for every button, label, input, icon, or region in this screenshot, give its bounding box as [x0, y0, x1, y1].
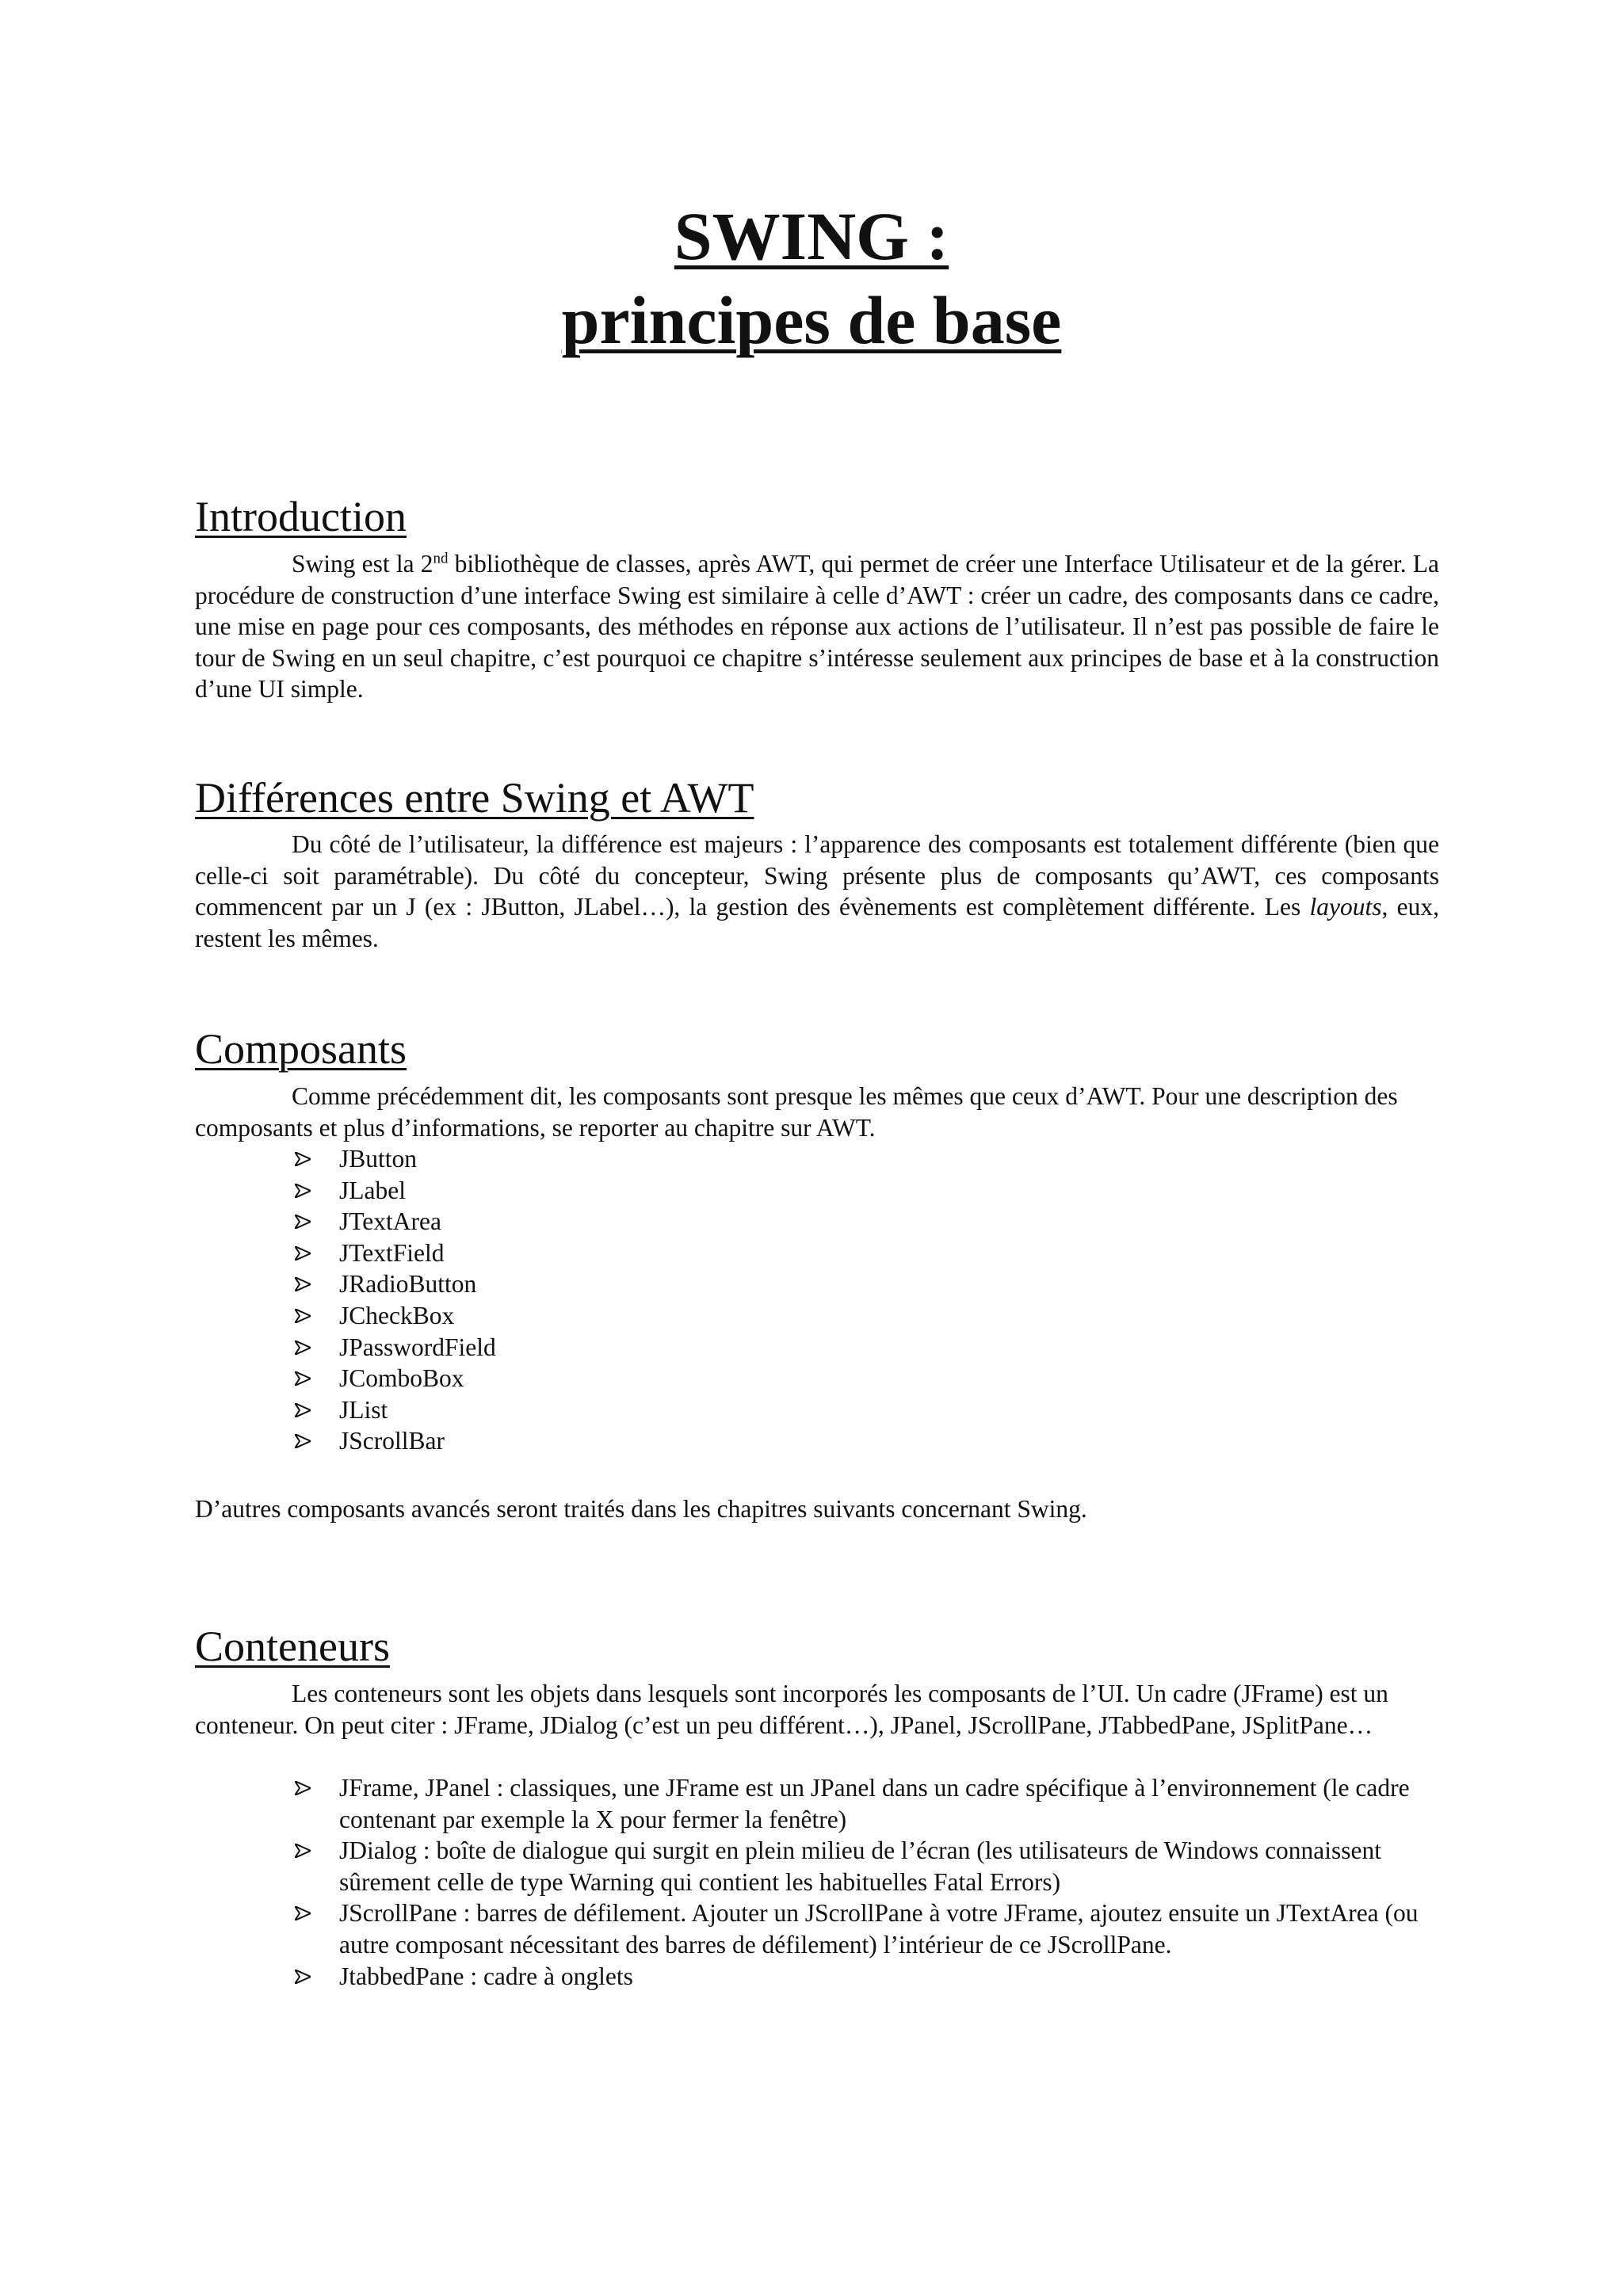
conteneur-list-item	[290, 1772, 1433, 1835]
composants-note: D’autres composants avancés seront traités dans les chapitres suivants concernant Swing.	[195, 1495, 1087, 1523]
arrowhead-bullet-icon	[295, 1341, 311, 1355]
introduction-superscript: nd	[433, 550, 449, 567]
composant-list-item-text: JPasswordField	[339, 1333, 496, 1361]
composants-paragraph: Comme précédemment dit, les composants sont presque les mêmes que ceux d’AWT. Pour une description des composants et plus d’informations, se reporter au chapitre sur AWT.	[195, 1082, 1398, 1142]
document-title-line-2: principes de base	[561, 282, 1062, 358]
composant-list-item	[290, 1363, 496, 1394]
introduction-text-b: bibliothèque de classes, après AWT, qui permet de créer une Interface Utilisateur et de la gérer. La procédure de construction d’une interface Swing est similaire à celle d’AWT : créer un cadre, des composants dans ce cadre, une mise en page pour ces composants, des méthodes en réponse aux actions de l’utilisateur. Il n’est pas possible de faire le tour de Swing en un seul chapitre, c’est pourquoi ce chapitre s’intéresse seulement aux principes de base et à la construction d’une UI simple.	[195, 550, 1439, 704]
conteneur-list-item-text: JScrollPane : barres de défilement. Ajouter un JScrollPane à votre JFrame, ajoutez ensuite un JTextArea (ou autre composant nécessitant des barres de défilement) l’intérieur de ce JScrollPane.	[339, 1899, 1419, 1958]
document-title-line-1: SWING :	[674, 198, 949, 274]
conteneurs-paragraph: Les conteneurs sont les objets dans lesquels sont incorporés les composants de l’UI. Un cadre (JFrame) est un conteneur. On peut citer : JFrame, JDialog (c’est un peu différent…), JPanel, JScrollPane, JTabbedPane, JSplitPane…	[195, 1680, 1388, 1739]
composant-list-item	[290, 1143, 496, 1175]
differences-paragraph	[195, 829, 1439, 954]
arrowhead-bullet-icon	[295, 1906, 311, 1920]
heading-differences: Différences entre Swing et AWT	[195, 774, 754, 822]
arrowhead-bullet-icon	[295, 1152, 311, 1166]
introduction-paragraph	[195, 548, 1439, 705]
composant-list-item-text: JList	[339, 1395, 388, 1424]
composant-list-item-text: JButton	[339, 1145, 418, 1173]
composant-list-item-text: JTextArea	[339, 1207, 441, 1236]
composants-list	[290, 1143, 496, 1457]
introduction-text-a: Swing est la 2	[292, 550, 433, 578]
composant-list-item	[290, 1175, 496, 1207]
arrowhead-bullet-icon	[295, 1309, 311, 1323]
composant-list-item-text: JRadioButton	[339, 1270, 477, 1299]
differences-text-b: , eux, restent les mêmes.	[195, 893, 1440, 952]
composant-list-item-text: JLabel	[339, 1176, 406, 1204]
composant-list-item	[290, 1425, 496, 1457]
arrowhead-bullet-icon	[295, 1184, 311, 1198]
conteneur-list-item	[290, 1961, 1433, 1993]
composant-list-item-text: JTextField	[339, 1238, 445, 1267]
composant-list-item	[290, 1332, 496, 1363]
conteneur-list-item-text: JtabbedPane : cadre à onglets	[339, 1962, 633, 1990]
conteneurs-list	[290, 1772, 1433, 1992]
arrowhead-bullet-icon	[295, 1781, 311, 1795]
composant-list-item	[290, 1238, 496, 1269]
composant-list-item	[290, 1206, 496, 1238]
heading-introduction: Introduction	[195, 493, 407, 540]
differences-text-a: Du côté de l’utilisateur, la différence est majeurs : l’apparence des composants est totalement différente (bien que celle-ci soit paramétrable). Du côté du concepteur, Swing présente plus de composants qu’AWT, ces composants commencent par un J (ex : JButton, JLabel…), la gestion des évènements est complètement différente. Les	[195, 830, 1439, 921]
arrowhead-bullet-icon	[295, 1970, 311, 1984]
arrowhead-bullet-icon	[295, 1215, 311, 1229]
heading-conteneurs: Conteneurs	[195, 1623, 390, 1670]
conteneur-list-item-text: JFrame, JPanel : classiques, une JFrame est un JPanel dans un cadre spécifique à l’environnement (le cadre contenant par exemple la X pour fermer la fenêtre)	[339, 1774, 1410, 1833]
composant-list-item	[290, 1300, 496, 1332]
composant-list-item	[290, 1268, 496, 1300]
composant-list-item-text: JCheckBox	[339, 1301, 455, 1329]
composant-list-item	[290, 1394, 496, 1426]
arrowhead-bullet-icon	[295, 1434, 311, 1448]
arrowhead-bullet-icon	[295, 1371, 311, 1386]
heading-composants: Composants	[195, 1025, 407, 1073]
composant-list-item-text: JComboBox	[339, 1364, 464, 1393]
arrowhead-bullet-icon	[295, 1246, 311, 1261]
arrowhead-bullet-icon	[295, 1844, 311, 1858]
conteneur-list-item-text: JDialog : boîte de dialogue qui surgit en plein milieu de l’écran (les utilisateurs de Windows connaissent sûrement celle de type Warning qui contient les habituelles Fatal Errors)	[339, 1836, 1382, 1896]
arrowhead-bullet-icon	[295, 1403, 311, 1417]
conteneur-list-item	[290, 1835, 1433, 1897]
arrowhead-bullet-icon	[295, 1277, 311, 1291]
composant-list-item-text: JScrollBar	[339, 1427, 445, 1455]
conteneur-list-item	[290, 1897, 1433, 1960]
differences-emphasis: layouts	[1309, 893, 1382, 921]
